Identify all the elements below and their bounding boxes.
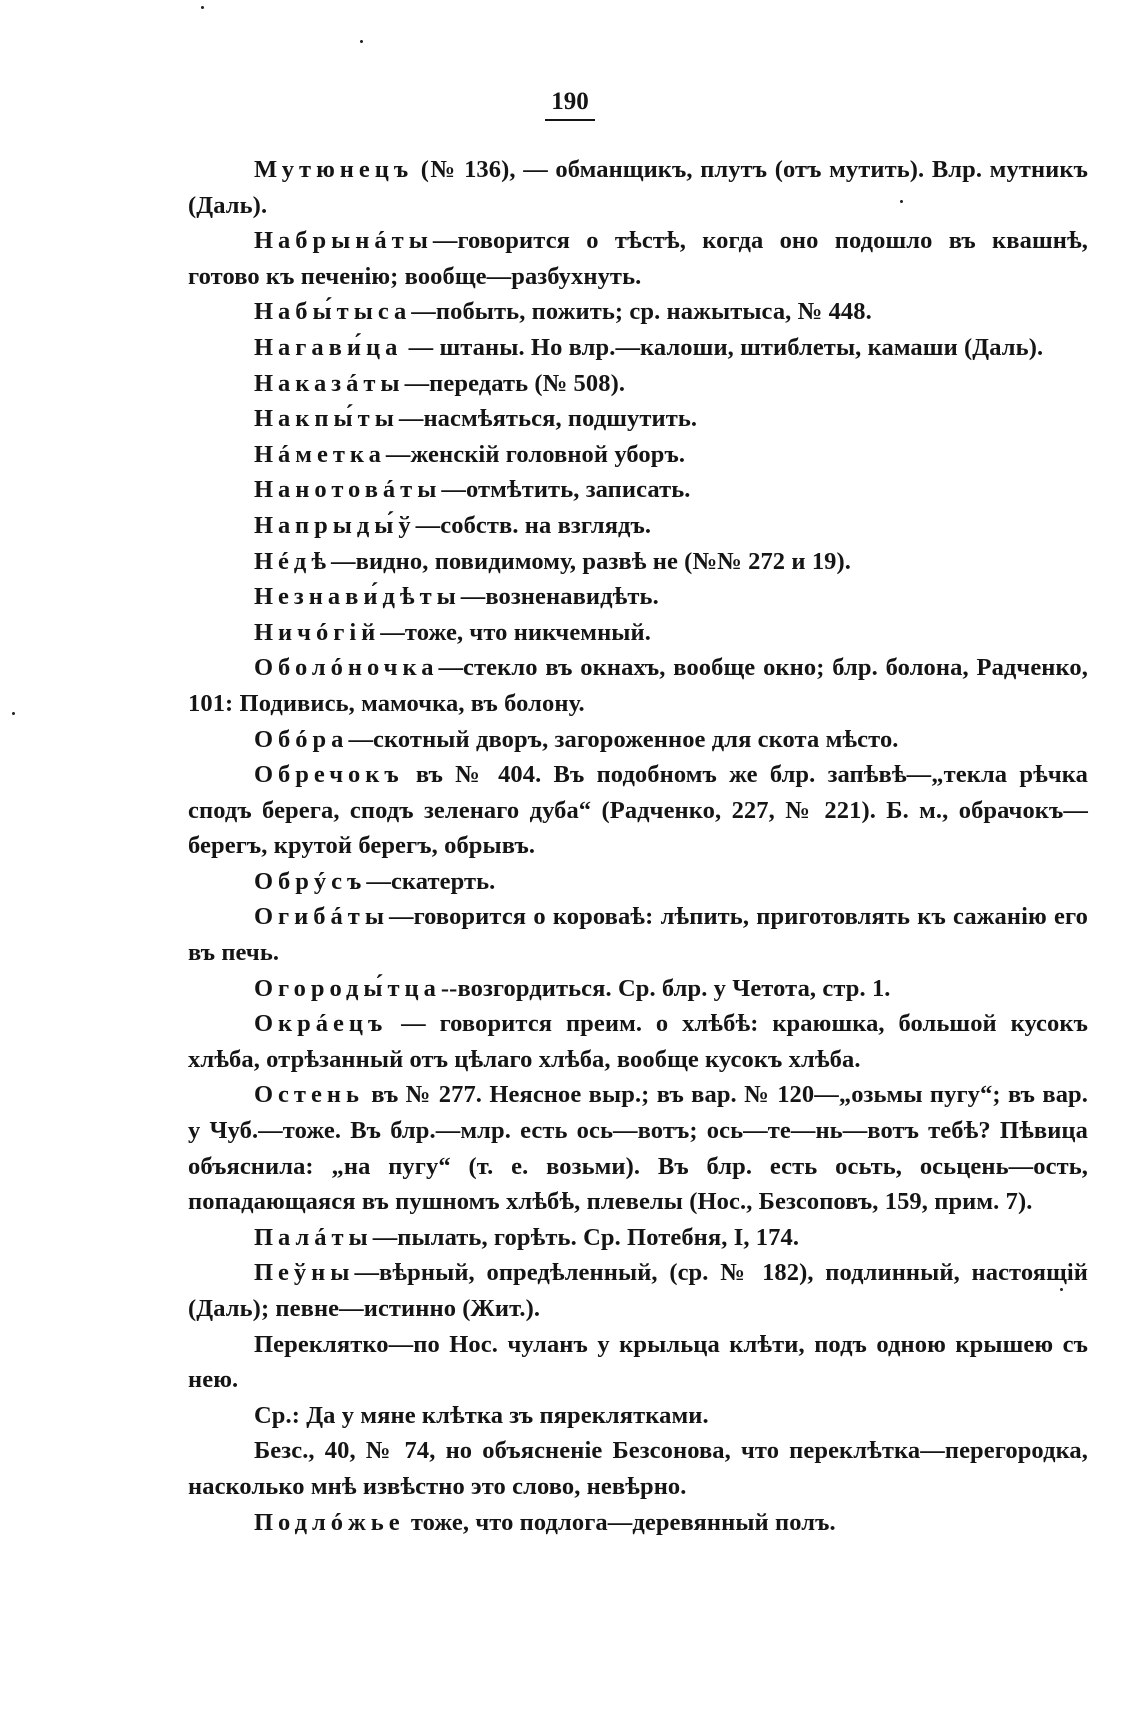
entry-headword: Оболóночка bbox=[254, 654, 439, 682]
entry-definition: —побыть, пожить; ср. нажытыса, № 448. bbox=[411, 298, 872, 326]
dictionary-entry bbox=[188, 1433, 1088, 1504]
dictionary-entry bbox=[188, 508, 1088, 544]
dictionary-entry bbox=[188, 1505, 1088, 1541]
entry-definition: — говорится преим. о хлѣбѣ: краюшка, большой кусокъ хлѣба, отрѣзанный отъ цѣлаго хлѣба, вообще кусокъ хлѣба. bbox=[188, 1010, 1088, 1073]
entry-headword: Палáты bbox=[254, 1223, 373, 1251]
entry-headword: Нагави́ца bbox=[254, 333, 403, 361]
dictionary-entry bbox=[188, 223, 1088, 294]
entry-definition: —передать (№ 508). bbox=[404, 369, 626, 397]
dictionary-body bbox=[188, 152, 1088, 1540]
entry-definition: —говорится о тѣстѣ, когда оно подошло въ квашнѣ, готово къ печенію; вообще—разбухнуть. bbox=[188, 227, 1088, 290]
dictionary-entry bbox=[188, 1077, 1088, 1219]
entry-definition: —возненавидѣть. bbox=[460, 583, 659, 611]
entry-definition: (№ 136), — обманщикъ, плутъ (отъ мутить). Влр. мутникъ (Даль). bbox=[188, 156, 1088, 219]
entry-definition: —вѣрный, опредѣленный, (ср. № 182), подлинный, настоящій (Даль); певне—истинно (Жит.). bbox=[188, 1259, 1088, 1322]
dictionary-entry bbox=[188, 152, 1088, 223]
page-number-text: 190 bbox=[545, 89, 595, 121]
entry-headword: Нáметка bbox=[254, 440, 386, 468]
entry-definition: —женскій головной уборъ. bbox=[385, 440, 686, 468]
entry-headword: Огибáты bbox=[254, 903, 389, 931]
dictionary-entry bbox=[188, 437, 1088, 473]
dictionary-entry bbox=[188, 722, 1088, 758]
dictionary-entry bbox=[188, 757, 1088, 864]
entry-headword: Набрынáты bbox=[254, 227, 433, 255]
dictionary-entry bbox=[188, 1220, 1088, 1256]
entry-headword: Накпы́ты bbox=[254, 405, 399, 433]
entry-definition: —собств. на взглядъ. bbox=[415, 511, 652, 539]
dictionary-entry bbox=[188, 1398, 1088, 1434]
dictionary-entry bbox=[188, 1006, 1088, 1077]
entry-headword: Незнави́дѣты bbox=[254, 583, 461, 611]
dictionary-entry bbox=[188, 294, 1088, 330]
entry-definition: Безс., 40, № 74, но объясненіе Безсонова, что переклѣтка—перегородка, насколько мнѣ извѣстно это слово, невѣрно. bbox=[188, 1437, 1088, 1500]
dictionary-entry bbox=[188, 615, 1088, 651]
entry-definition: въ № 404. Въ подобномъ же блр. запѣвѣ—„текла рѣчка сподъ берега, сподъ зеленаго дуба“ (Радченко, 227, № 221). Б. м., обрачокъ—берегъ, крутой берегъ, обрывъ. bbox=[188, 761, 1088, 860]
entry-definition: —видно, повидимому, развѣ не (№№ 272 и 19). bbox=[331, 547, 852, 575]
dictionary-entry bbox=[188, 544, 1088, 580]
dictionary-entry bbox=[188, 650, 1088, 721]
entry-definition: —тоже, что никчемный. bbox=[380, 618, 651, 646]
entry-headword: Подлóжье bbox=[254, 1508, 405, 1536]
entry-headword: Наказáты bbox=[254, 369, 405, 397]
entry-definition: —отмѣтить, записать. bbox=[441, 476, 691, 504]
entry-headword: Нанотовáты bbox=[254, 476, 442, 504]
page-number bbox=[0, 88, 1140, 121]
entry-definition: —говорится о короваѣ: лѣпить, приготовлять къ сажанію его въ печь. bbox=[188, 903, 1088, 967]
ink-speck bbox=[360, 40, 363, 43]
entry-headword: Обóра bbox=[254, 725, 349, 753]
entry-headword: Мутюнецъ bbox=[254, 156, 414, 183]
entry-headword: Набы́тыса bbox=[254, 298, 412, 326]
dictionary-entry bbox=[188, 401, 1088, 437]
entry-definition: —пылать, горѣть. Ср. Потебня, I, 174. bbox=[372, 1223, 800, 1251]
ink-speck bbox=[12, 712, 15, 715]
entry-headword: Напрыды́ў bbox=[254, 511, 416, 539]
entry-definition: Переклятко—по Нос. чуланъ у крыльца клѣти, подъ одною крышею съ нею. bbox=[188, 1330, 1088, 1394]
entry-definition: —скотный дворъ, загороженное для скота мѣсто. bbox=[348, 725, 899, 753]
dictionary-entry bbox=[188, 330, 1088, 366]
entry-headword: Обрýсъ bbox=[254, 867, 367, 895]
dictionary-entry bbox=[188, 1327, 1088, 1398]
entry-definition: тоже, что подлога—деревянный полъ. bbox=[404, 1508, 836, 1536]
entry-definition: —стекло въ окнахъ, вообще окно; блр. болона, Радченко, 101: Подивись, мамочка, въ болону. bbox=[188, 654, 1088, 717]
ink-speck bbox=[201, 6, 204, 9]
entry-headword: Обречокъ bbox=[254, 761, 404, 789]
entry-headword: Ничóгій bbox=[254, 618, 381, 646]
dictionary-entry bbox=[188, 1255, 1088, 1326]
dictionary-entry bbox=[188, 472, 1088, 508]
entry-headword: Огороды́тца bbox=[254, 974, 441, 1002]
dictionary-entry bbox=[188, 971, 1088, 1007]
entry-definition: --возгордиться. Ср. блр. у Четота, стр. 1. bbox=[440, 974, 891, 1002]
entry-definition: —насмѣяться, подшутить. bbox=[398, 405, 698, 433]
entry-headword: Окрáецъ bbox=[254, 1010, 388, 1038]
dictionary-entry bbox=[188, 366, 1088, 402]
entry-headword: Нéдѣ bbox=[254, 547, 332, 575]
dictionary-entry bbox=[188, 579, 1088, 615]
dictionary-entry bbox=[188, 864, 1088, 900]
entry-headword: Пеўны bbox=[254, 1259, 355, 1287]
entry-definition: — штаны. Но влр.—калоши, штиблеты, камаши (Даль). bbox=[402, 333, 1044, 361]
entry-definition: въ № 277. Неясное выр.; въ вар. № 120—„озьмы пугу“; въ вар. у Чуб.—тоже. Въ блр.—млр. есть ось—вотъ; ось—те—нь—вотъ тебѣ? Пѣвица объяснила: „на пугу“ (т. е. возьми). Въ блр. есть осьть, осьцень—ость, попадающаяся въ пушномъ хлѣбѣ, плевелы (Нос., Безсоповъ, 159, прим. 7). bbox=[188, 1081, 1088, 1216]
entry-definition: Ср.: Да у мяне клѣтка зъ пяреклятками. bbox=[254, 1401, 709, 1429]
dictionary-entry bbox=[188, 899, 1088, 970]
entry-headword: Остень bbox=[254, 1081, 364, 1109]
entry-definition: —скатерть. bbox=[366, 867, 496, 895]
